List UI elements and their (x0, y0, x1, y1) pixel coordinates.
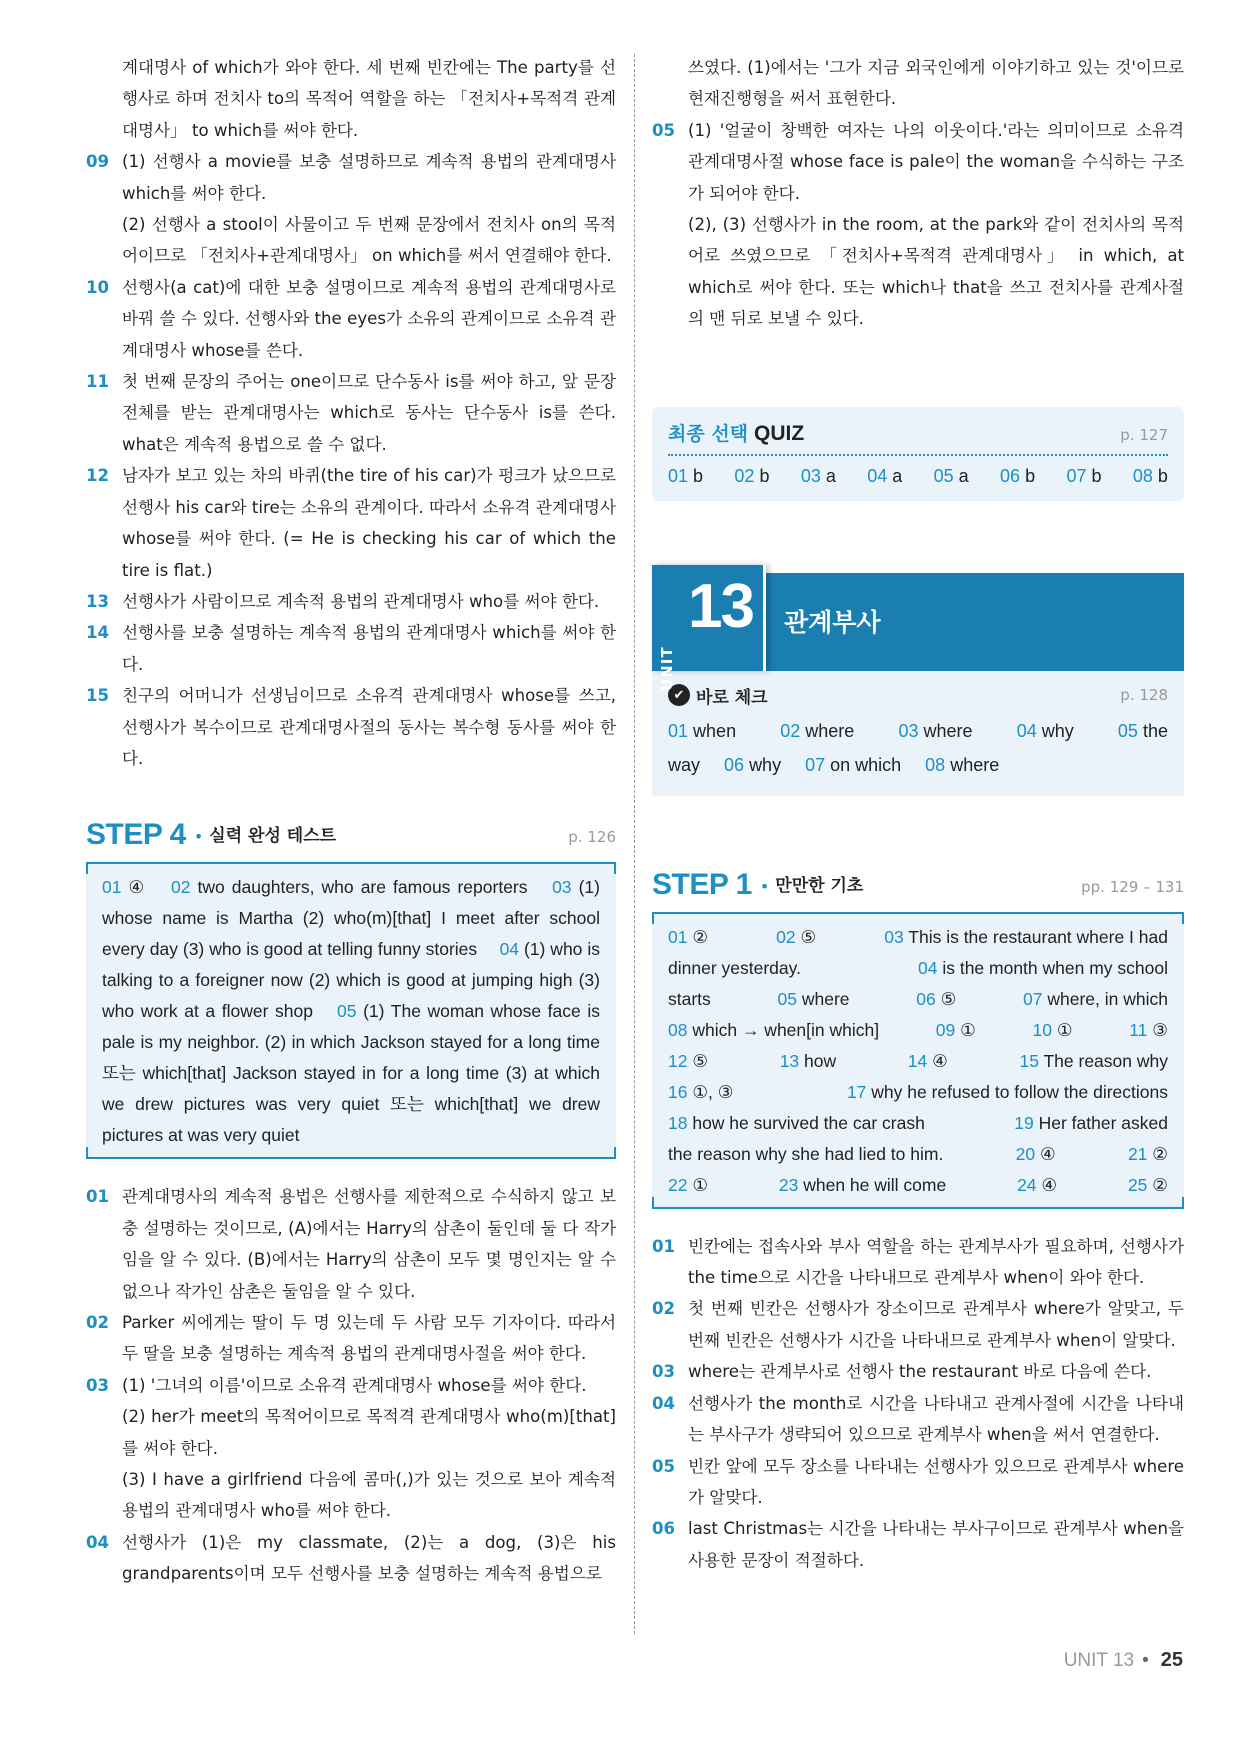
check-page-ref: p. 128 (1120, 686, 1168, 705)
item-subtext: (2) her가 meet의 목적어이므로 목적격 관계대명사 who(m)[that]를 써야 한다. (122, 1407, 616, 1458)
answer (916, 984, 956, 1015)
step1-page-ref: pp. 129 – 131 (1081, 877, 1184, 896)
explanation-item (86, 617, 616, 680)
answer-number: 12 (668, 1050, 688, 1071)
quiz-box (652, 407, 1184, 501)
answer (1014, 1108, 1168, 1139)
step1-explanation-list (652, 1231, 1184, 1576)
bullet-icon: • (193, 827, 204, 847)
item-number: 09 (86, 152, 110, 172)
check-answer (1017, 714, 1074, 748)
explanation-item (652, 1356, 1184, 1387)
item-text: 선행사를 보충 설명하는 계속적 용법의 관계대명사 which를 써야 한다. (122, 623, 616, 674)
step1-title: STEP 1 (652, 867, 752, 901)
answer-number: 03 (884, 926, 904, 947)
answer-number: 04 (917, 957, 938, 978)
check-answer (898, 714, 972, 748)
item-number: 02 (652, 1299, 676, 1319)
check-box (652, 671, 1184, 796)
step1-answer-box (652, 912, 1184, 1209)
answer-line (668, 1046, 1168, 1077)
unit-banner (652, 571, 1184, 691)
answer-text: where, in which (1047, 988, 1168, 1009)
answer-text: dinner yesterday. (668, 957, 801, 978)
answer-number: 14 (907, 1050, 928, 1071)
explanation-item (652, 1451, 1184, 1514)
explanation-item (86, 1527, 616, 1590)
answer-number: 24 (1017, 1174, 1037, 1195)
answer-number: 16 (668, 1081, 688, 1102)
check-answer-value: why (1041, 720, 1074, 741)
answer-text: (1) whose name is Martha (2) who(m)[that] I meet after school every day (3) who is good at telling funny stories (102, 877, 600, 960)
item-text: 관계대명사의 계속적 용법은 선행사를 제한적으로 수식하지 않고 보충 설명하는 것이므로, (A)에서는 Harry의 삼촌이 둘인데 둘 다 작가임을 알 수 있다. (B)에서는 Harry의 삼촌이 모두 몇 명인지는 알 수 없으나 작가인 삼촌은 둘임을 알 수 있다. (122, 1187, 616, 1301)
answer-line (668, 984, 1168, 1015)
quiz-answer (934, 466, 969, 487)
answer-number: 17 (846, 1081, 867, 1102)
item-number: 14 (86, 623, 110, 643)
step1-subtitle: 만만한 기초 (775, 875, 864, 896)
answer-number: 13 (779, 1050, 800, 1071)
quiz-answer (801, 466, 836, 487)
quiz-answer-value: a (825, 465, 836, 486)
answer-text: two daughters, who are famous reporters (197, 877, 528, 898)
check-answer-number: 01 (668, 720, 689, 741)
answer-text: ④ (128, 877, 147, 898)
explanation-item (86, 272, 616, 366)
answer-text: The reason why (1043, 1050, 1168, 1071)
item-subtext: (2), (3) 선행사가 in the room, at the park와 같이 전치사의 목적어로 쓰였으므로 「전치사+목적격 관계대명사」 in which, at which로 써야 한다. 또는 which나 that을 쓰고 전치사를 관계사절의 맨 뒤로 보낼 수 있다. (688, 215, 1184, 329)
item-text: where는 관계부사로 선행사 the restaurant 바로 다음에 쓴다. (688, 1362, 1152, 1382)
check-answer-value: why (749, 754, 782, 775)
quiz-answer-number: 02 (734, 465, 755, 486)
answer-number: 10 (1032, 1019, 1052, 1040)
answer (778, 984, 850, 1015)
answer-text: ⑤ (800, 926, 817, 947)
answer-line (668, 953, 1168, 984)
intro-text: 계대명사 of which가 와야 한다. 세 번째 빈칸에는 The party를 선행사로 하며 전치사 to의 목적어 역할을 하는 「전치사+목적격 관계대명사」 to which를 써야 한다. (122, 58, 616, 140)
answer-text: ③ (1152, 1019, 1168, 1040)
answer (668, 953, 801, 984)
answer-number: 01 (668, 926, 688, 947)
answer (1128, 1170, 1168, 1201)
answer (668, 1077, 733, 1108)
quiz-answer (1133, 466, 1168, 487)
item-number: 04 (652, 1393, 676, 1413)
item-text: (1) '얼굴이 창백한 여자는 나의 이웃이다.'라는 의미이므로 소유격 관계대명사절 whose face is pale이 the woman을 수식하는 구조가 되어야 한다. (688, 120, 1184, 203)
step4-answer-box (86, 862, 616, 1159)
unit-number: 13 (688, 571, 753, 641)
answer (668, 1015, 879, 1046)
quiz-answer (867, 466, 902, 487)
answer-text: starts (668, 988, 711, 1009)
check-answer-number: 04 (1016, 720, 1037, 741)
check-answer-number: 05 (1117, 720, 1138, 741)
answer-line (668, 1139, 1168, 1170)
item-number: 10 (86, 277, 110, 297)
page-footer (1064, 1649, 1183, 1672)
column-divider (634, 54, 635, 1634)
answer-number: 02 (170, 877, 191, 898)
item-text: 선행사가 사람이므로 계속적 용법의 관계대명사 who를 써야 한다. (122, 591, 600, 611)
answer (1016, 1139, 1056, 1170)
footer-unit: UNIT 13 (1063, 1650, 1135, 1671)
step4-explanation-list (86, 1181, 616, 1589)
quiz-answer-number: 01 (668, 465, 689, 486)
answer-text: ② (1152, 1143, 1168, 1164)
answer-line (668, 1170, 1168, 1201)
quiz-header (668, 419, 1168, 456)
explanation-item (652, 115, 1184, 209)
item-number: 05 (652, 120, 676, 140)
answer-text: ⑤ (940, 988, 957, 1009)
item-text: 첫 번째 문장의 주어는 one이므로 단수동사 is를 써야 하고, 앞 문장 전체를 받는 관계대명사는 which로 동사는 단수동사 is를 쓴다. what은 계속적 용법으로 쓸 수 없다. (122, 372, 616, 454)
quiz-answer-value: b (693, 465, 704, 486)
quiz-title: 최종 선택 (668, 422, 749, 445)
check-answer-value: where (923, 720, 973, 741)
explanation-item (86, 1307, 616, 1370)
item-text: 빈칸에는 접속사와 부사 역할을 하는 관계부사가 필요하며, 선행사가 the time으로 시간을 나타내므로 관계부사 when이 와야 한다. (688, 1236, 1184, 1288)
unit-word: UNIT (658, 646, 676, 691)
check-answer-value: the (1142, 720, 1168, 741)
item-text: 남자가 보고 있는 차의 바퀴(the tire of his car)가 펑크가 났으므로 선행사 his car와 tire는 소유의 관계이다. 따라서 소유격 관계대명사 whose를 써야 한다. (= He is checking his car of which the tire is flat.) (122, 466, 616, 580)
answer (668, 984, 711, 1015)
answer-text: (1) who is talking to a foreigner now (2) which is good at jumping high (3) who work at a flower shop (102, 939, 600, 1022)
item-subtext: (2) 선행사 a stool이 사물이고 두 번째 문장에서 전치사 on의 목적어이므로 「전치사+관계대명사」 on which를 써서 연결해야 한다. (122, 215, 616, 266)
answer-number: 04 (499, 939, 520, 960)
item-number: 06 (652, 1519, 676, 1539)
footer-dot: • (1142, 1650, 1149, 1671)
answer (780, 1046, 836, 1077)
quiz-answer (668, 466, 703, 487)
quiz-page-ref: p. 127 (1120, 425, 1168, 444)
quiz-answer-value: a (958, 465, 969, 486)
answer-number: 23 (778, 1174, 799, 1195)
answer-number: 15 (1019, 1050, 1039, 1071)
answer-text: ④ (1041, 1174, 1058, 1195)
answer-line (668, 1015, 1168, 1046)
check-answer (805, 748, 901, 782)
answer (1128, 1139, 1168, 1170)
quiz-answer-number: 05 (933, 465, 954, 486)
answer-text: ④ (1039, 1143, 1056, 1164)
answer-number: 20 (1015, 1143, 1036, 1164)
answer-number: 25 (1127, 1174, 1148, 1195)
answer (776, 922, 816, 953)
item-text: 친구의 어머니가 선생님이므로 소유격 관계대명사 whose를 쓰고, 선행사가 복수이므로 관계대명사절의 동사는 복수형 동사를 써야 한다. (122, 686, 616, 768)
item-number: 11 (86, 372, 110, 392)
check-answer (925, 748, 999, 782)
quiz-title-en: QUIZ (754, 421, 805, 445)
check-answer-number: 07 (805, 754, 826, 775)
check-answer-number: 02 (780, 720, 801, 741)
answer (1019, 1046, 1168, 1077)
answer-number: 02 (776, 926, 796, 947)
quiz-answer (734, 466, 769, 487)
quiz-answer-value: b (1091, 465, 1102, 486)
answer-number: 18 (668, 1112, 688, 1133)
explanation-item (652, 1513, 1184, 1576)
step1-answers (668, 922, 1168, 1201)
check-header (668, 683, 1168, 708)
answer-line (668, 1108, 1168, 1139)
answer-number: 09 (935, 1019, 956, 1040)
answer (908, 1046, 948, 1077)
check-answer (780, 714, 854, 748)
step4-header (86, 814, 616, 852)
quiz-answer-value: b (1025, 465, 1036, 486)
answer (668, 1046, 708, 1077)
answer-text: is the month when my school (942, 957, 1168, 978)
answer (779, 1170, 946, 1201)
answer (668, 1108, 925, 1139)
check-answer (668, 714, 736, 748)
answer-text: ④ (932, 1050, 948, 1071)
answer-number: 19 (1014, 1112, 1034, 1133)
quiz-answers (668, 456, 1168, 487)
answer-number: 22 (668, 1174, 688, 1195)
answer-text: how (804, 1050, 837, 1071)
step1-header (652, 864, 1184, 902)
answer-number: 05 (337, 1001, 357, 1022)
answer-text: ①, ③ (692, 1081, 734, 1102)
explanation-item (86, 1370, 616, 1401)
item-number: 01 (652, 1236, 676, 1256)
item-number: 04 (86, 1532, 110, 1552)
item-text: (1) '그녀의 이름'이므로 소유격 관계대명사 whose를 써야 한다. (122, 1375, 587, 1395)
quiz-answer-value: a (892, 465, 903, 486)
quiz-answer-number: 06 (1000, 465, 1021, 486)
answer (918, 953, 1168, 984)
answer-text: Her father asked (1038, 1112, 1168, 1133)
answer-line (668, 1077, 1168, 1108)
checkmark-icon: ✔ (668, 684, 690, 706)
check-answer-value: where (805, 720, 855, 741)
answer (668, 922, 708, 953)
answer (1023, 984, 1168, 1015)
explanation-item (86, 146, 616, 209)
item-number: 13 (86, 591, 110, 611)
answer-line (668, 922, 1168, 953)
check-answer-number: 06 (724, 754, 745, 775)
quiz-answer-value: b (1157, 465, 1168, 486)
check-answer-number: 03 (898, 720, 919, 741)
answer-text: how he survived the car crash (692, 1112, 925, 1133)
explanation-item (86, 586, 616, 617)
explanation-item (652, 1388, 1184, 1451)
answer (936, 1015, 976, 1046)
answer-number: 05 (777, 988, 797, 1009)
explanation-list-right (652, 115, 1184, 335)
explanation-list-step3 (86, 146, 616, 774)
check-answer (1118, 714, 1168, 748)
left-column (86, 52, 616, 1590)
answer-number: 07 (1023, 988, 1043, 1009)
item-text: (1) 선행사 a movie를 보충 설명하므로 계속적 용법의 관계대명사 which를 써야 한다. (122, 152, 616, 203)
item-subtext: (3) I have a girlfriend 다음에 콤마(,)가 있는 것으로 보아 계속적 용법의 관계대명사 who를 써야 한다. (122, 1470, 616, 1521)
answer (1017, 1170, 1057, 1201)
answer-text: ① (960, 1019, 976, 1040)
answer-number: 03 (552, 877, 572, 898)
item-text: Parker 씨에게는 딸이 두 명 있는데 두 사람 모두 기자이다. 따라서 두 딸을 보충 설명하는 계속적 용법의 관계대명사절을 써야 한다. (122, 1312, 616, 1364)
right-column (652, 52, 1184, 1576)
answer (1129, 1015, 1168, 1046)
quiz-answer-value: b (759, 465, 770, 486)
answer-text: ① (692, 1174, 709, 1195)
item-number: 05 (652, 1456, 676, 1476)
answer-number: 21 (1127, 1143, 1148, 1164)
explanation-item (86, 366, 616, 460)
answer-text: when he will come (803, 1174, 947, 1195)
answer-text: where (801, 988, 850, 1009)
step4-subtitle: 실력 완성 테스트 (209, 826, 337, 847)
intro-text-right: 쓰였다. (1)에서는 '그가 지금 외국인에게 이야기하고 있는 것'이므로 현재진행형을 써서 표현한다. (688, 58, 1184, 109)
explanation-item (652, 1293, 1184, 1356)
step4-page-ref: p. 126 (568, 828, 616, 847)
answer-text: ⑤ (692, 1050, 709, 1071)
answer-text: which → when[in which] (692, 1019, 880, 1040)
item-text: 선행사(a cat)에 대한 보충 설명이므로 계속적 용법의 관계대명사로 바꿔 쓸 수 있다. 선행사와 the eyes가 소유의 관계이므로 소유격 관계대명사 whose를 쓴다. (122, 277, 616, 360)
item-text: 첫 번째 빈칸은 선행사가 장소이므로 관계부사 where가 알맞고, 두 번째 빈칸은 선행사가 시간을 나타내므로 관계부사 when이 알맞다. (688, 1299, 1184, 1350)
item-text: 선행사가 (1)은 my classmate, (2)는 a dog, (3)은 his grandparents이며 모두 선행사를 보충 설명하는 계속적 용법으로 (122, 1532, 616, 1584)
check-answer (724, 748, 781, 782)
quiz-answer (1000, 466, 1035, 487)
answer-number: 06 (916, 988, 936, 1009)
check-answer-value: where (950, 754, 1000, 775)
answer-text: ② (692, 926, 709, 947)
answer (847, 1077, 1168, 1108)
item-number: 01 (86, 1187, 110, 1207)
step4-answers (102, 872, 600, 1151)
bullet-icon: • (759, 876, 770, 896)
unit-name: 관계부사 (784, 607, 881, 637)
explanation-item (86, 680, 616, 774)
item-number: 03 (652, 1362, 676, 1382)
answer-text: why he refused to follow the directions (871, 1081, 1168, 1102)
answer-text: (1) The woman whose face is pale is my neighbor. (2) in which Jackson stayed for a long time 또는 which[that] Jackson stayed in for a long time (3) at which we drew pictures was very quiet 또는 which[that] we drew pictures at was very quiet (102, 1001, 600, 1146)
answer-number: 08 (668, 1019, 688, 1040)
answer-number: 11 (1129, 1019, 1148, 1040)
check-answer-value: on which (830, 754, 902, 775)
item-number: 12 (86, 466, 110, 486)
quiz-answer-number: 08 (1132, 465, 1153, 486)
explanation-item (652, 1231, 1184, 1294)
item-text: 선행사가 the month로 시간을 나타내고 관계사절에 시간을 나타내는 부사구가 생략되어 있으므로 관계부사 when을 써서 연결한다. (688, 1393, 1184, 1445)
quiz-answer-number: 04 (867, 465, 888, 486)
item-number: 02 (86, 1312, 110, 1332)
check-answer-continuation: way (668, 754, 701, 775)
explanation-item (86, 1181, 616, 1307)
answer (668, 1139, 943, 1170)
quiz-answer-number: 07 (1066, 465, 1087, 486)
answer (668, 1170, 708, 1201)
item-number: 15 (86, 686, 110, 706)
item-text: last Christmas는 시간을 나타내는 부사구이므로 관계부사 when을 사용한 문장이 적절하다. (688, 1519, 1184, 1570)
quiz-answer (1066, 466, 1101, 487)
page-number: 25 (1160, 1649, 1183, 1671)
check-answers-line1 (668, 714, 1168, 748)
answer (884, 922, 1168, 953)
answer-text: This is the restaurant where I had (908, 926, 1168, 947)
answer (1033, 1015, 1073, 1046)
answer-text: ① (1056, 1019, 1073, 1040)
item-text: 빈칸 앞에 모두 장소를 나타내는 선행사가 있으므로 관계부사 where가 알맞다. (688, 1456, 1184, 1507)
unit-tab (652, 565, 766, 691)
explanation-item (86, 460, 616, 586)
item-number: 03 (86, 1375, 110, 1395)
answer-text: ② (1152, 1174, 1168, 1195)
answer-text: the reason why she had lied to him. (668, 1143, 944, 1164)
step4-title: STEP 4 (86, 818, 186, 852)
check-answer-value: when (693, 720, 737, 741)
check-answer-number: 08 (925, 754, 946, 775)
answer-number: 01 (102, 877, 122, 898)
check-title: 바로 체크 (696, 687, 768, 708)
quiz-answer-number: 03 (800, 465, 821, 486)
check-answers-line2 (668, 748, 1168, 782)
